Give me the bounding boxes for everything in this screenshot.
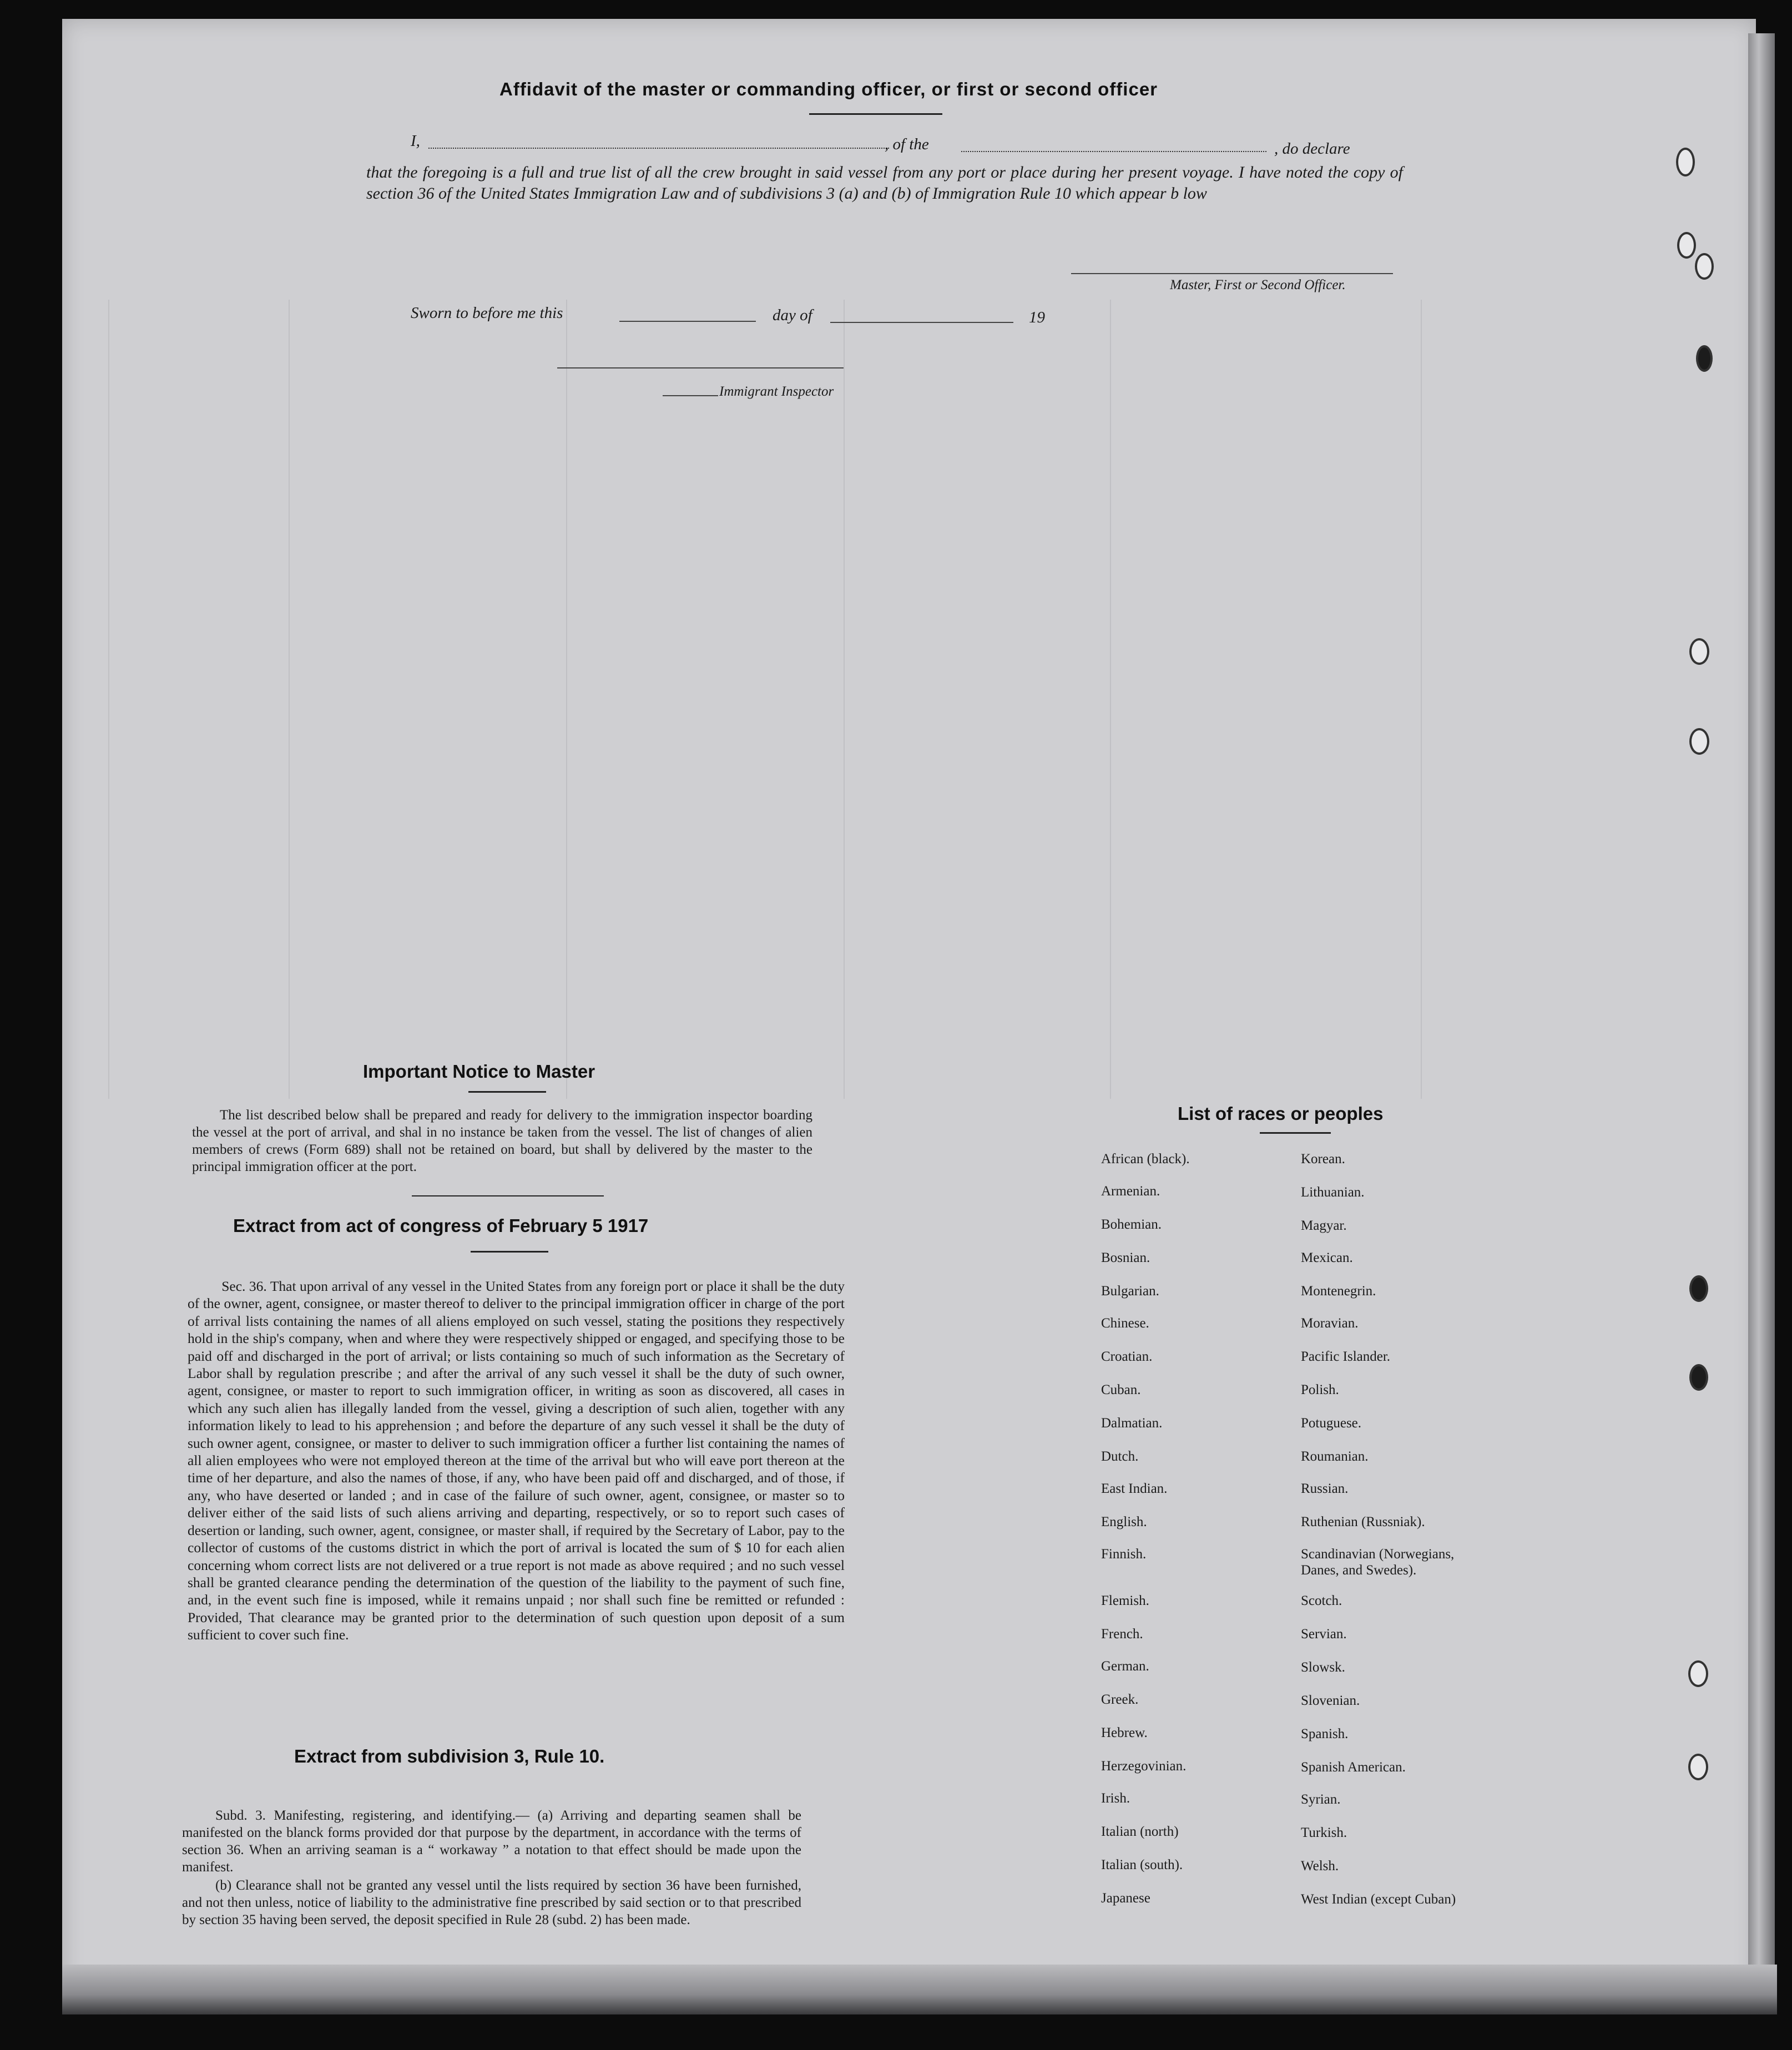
race-item-right: Scotch. — [1301, 1593, 1342, 1608]
binder-hole — [1696, 345, 1713, 372]
page-edge-right — [1748, 33, 1775, 2009]
race-item-left: African (black). — [1101, 1152, 1190, 1167]
race-item-right: Servian. — [1301, 1627, 1347, 1642]
binder-hole — [1689, 1364, 1708, 1391]
race-item-left: Dalmatian. — [1101, 1416, 1163, 1431]
race-item-right: Scandinavian (Norwegians, Danes, and Swedes). — [1301, 1547, 1455, 1578]
section-divider — [412, 1195, 604, 1196]
race-item-right: Turkish. — [1301, 1825, 1347, 1840]
bleed-through-column — [108, 300, 109, 1099]
race-item-right: Slowsk. — [1301, 1660, 1345, 1675]
affidavit-declare-label: , do declare — [1274, 140, 1350, 158]
race-item-right: Mexican. — [1301, 1250, 1353, 1265]
race-item-right: Roumanian. — [1301, 1449, 1369, 1464]
race-item-left: Greek. — [1101, 1692, 1139, 1707]
race-item-left: Dutch. — [1101, 1449, 1139, 1464]
officer-signature-label: Master, First or Second Officer. — [1170, 277, 1346, 292]
binder-hole — [1677, 232, 1696, 259]
race-item-left: Italian (north) — [1101, 1824, 1179, 1839]
vessel-name-field[interactable] — [961, 151, 1266, 152]
race-item-right: Moravian. — [1301, 1316, 1359, 1331]
extract-rule-para-b: (b) Clearance shall not be granted any vessel until the lists required by section 36 have been furnished, and not then unless, notice of liability to the administrative fine prescribed by said section or to that prescribed by section 35 having been served, the deposit specified in Rule 28 (subd. 2) has been made. — [182, 1878, 801, 1927]
extract-rule-para-a: Subd. 3. Manifesting, registering, and identifying.— (a) Arriving and departing seamen shall be manifested on the blanck forms provided dor that purpose by the department, in accordance with the terms of section 36. When an arriving seaman is a “ workaway ” a notation to that effect should be made upon the manifest. — [182, 1808, 801, 1875]
extract-act-title-rule — [471, 1251, 548, 1253]
inspector-label: Immigrant Inspector — [719, 384, 834, 399]
extract-act-body: Sec. 36. That upon arrival of any vessel in the United States from any foreign port or place it shall be the duty of the owner, agent, consignee, or master thereof to deliver to the principal immigration officer in charge of the port of arrival lists containing the names of all aliens employed on such vessel, stating the positions they respectively hold in the ship's company, when and where they were respectively shipped or engaged, and specifying those to be paid off and discharged in the port of arrival; or lists containing so much of such information as the Secretary of Labor shall by regulation prescribe ; and after the arrival of any such vessel it shall be the duty of such owner, agent, consignee, or master to report to such immigration officer, in writing as soon as discovered, all cases in which any such alien has illegally landed from the vessel, giving a description of such alien, together with any information likely to lead to his apprehension ; and before the departure of any such vessel it shall be the duty of such owner agent, consignee, or master to deliver to such immigration officer a further list containing the names of all alien employees who were not employed thereon at the time of the arrival but who will eave port thereon at the time of her departure, and also the names of those, if any, who have been paid off and discharged, and of those, if any, who have deserted or landed ; and in case of the failure of such owner, agent, consignee, or master so to deliver either of the said lists of such aliens arriving and departing, respectively, or so to report such cases of desertion or landing, such owner, agent, consignee, or master shall, if required by the Secretary of Labor, pay to the collector of customs of the customs district in which the port of arrival is located the sum of $ 10 for each alien concerning whom correct lists are not delivered or a true report is not made as above required ; and no such vessel shall be granted clearance pending the determination of the question of the liability to the payment of such fine, and, in the event such fine is imposed, while it remains unpaid ; nor shall such fine be remitted or refunded : Provided, That clearance may be granted prior to the determination of such question upon deposit of a sum sufficient to cover such fine. — [188, 1278, 845, 1643]
race-item-left: Flemish. — [1101, 1593, 1149, 1608]
binder-hole — [1689, 1275, 1708, 1302]
races-title: List of races or peoples — [1178, 1103, 1384, 1124]
race-item-right: Welsh. — [1301, 1859, 1339, 1874]
bleed-through-column — [844, 300, 845, 1099]
race-item-right: Potuguese. — [1301, 1416, 1362, 1431]
race-item-left: Bulgarian. — [1101, 1284, 1159, 1299]
master-name-field[interactable] — [428, 148, 889, 149]
notice-title-rule — [468, 1091, 546, 1093]
binder-hole — [1676, 148, 1695, 176]
race-item-left: Japanese — [1101, 1891, 1150, 1906]
year-prefix: 19 — [1029, 309, 1045, 326]
race-item-right: Lithuanian. — [1301, 1185, 1365, 1200]
extract-act-title: Extract from act of congress of February 5 1917 — [233, 1215, 649, 1236]
race-item-left: Chinese. — [1101, 1316, 1149, 1331]
race-item-left: East Indian. — [1101, 1481, 1168, 1496]
binder-hole — [1688, 1660, 1708, 1687]
affidavit-body: that the foregoing is a full and true list of all the crew brought in said vessel from any port or place during her present voyage. I have noted the copy of section 36 of the United States Immigration Law and of subdivisions 3 (a) and (b) of Immigration Rule 10 which appear b low — [366, 163, 1403, 203]
sworn-month-field[interactable] — [830, 322, 1013, 323]
extract-rule-title: Extract from subdivision 3, Rule 10. — [294, 1746, 605, 1766]
bleed-through-column — [1110, 300, 1111, 1099]
race-item-right: Magyar. — [1301, 1218, 1347, 1233]
race-item-left: French. — [1101, 1627, 1143, 1642]
race-item-left: German. — [1101, 1659, 1149, 1674]
day-of-label: day of — [773, 306, 812, 324]
race-item-right: Polish. — [1301, 1382, 1339, 1397]
affidavit-title-rule — [809, 113, 942, 115]
race-item-left: Hebrew. — [1101, 1725, 1148, 1740]
race-item-left: English. — [1101, 1514, 1147, 1529]
bleed-through-column — [289, 300, 290, 1099]
inspector-signature-line[interactable] — [557, 367, 844, 368]
affidavit-title: Affidavit of the master or commanding officer, or first or second officer — [499, 79, 1158, 99]
page-edge-bottom — [62, 1965, 1777, 2014]
races-title-rule — [1260, 1132, 1331, 1134]
race-item-right: Ruthenian (Russniak). — [1301, 1514, 1425, 1529]
sworn-day-field[interactable] — [619, 321, 756, 322]
bleed-through-column — [566, 300, 567, 1099]
race-item-left: Bohemian. — [1101, 1217, 1162, 1232]
notice-body: The list described below shall be prepared and ready for delivery to the immigration inspector boarding the vessel at the port of arrival, and shal in no instance be taken from the vessel. The list of changes of alien members of crews (Form 689) shall not be retained on board, but shall by delivered by the master to the principal immigration officer at the port. — [192, 1108, 812, 1174]
race-item-left: Finnish. — [1101, 1547, 1147, 1562]
race-item-right: Korean. — [1301, 1152, 1345, 1167]
race-item-right: West Indian (except Cuban) — [1301, 1892, 1456, 1907]
race-item-left: Armenian. — [1101, 1184, 1160, 1199]
race-item-left: Croatian. — [1101, 1349, 1153, 1364]
officer-signature-line[interactable] — [1071, 273, 1393, 274]
binder-hole — [1688, 1754, 1708, 1780]
race-item-left: Herzegovinian. — [1101, 1759, 1187, 1774]
binder-hole — [1689, 638, 1709, 665]
race-item-left: Irish. — [1101, 1791, 1130, 1806]
race-item-left: Cuban. — [1101, 1382, 1141, 1397]
race-item-right: Spanish. — [1301, 1726, 1349, 1741]
race-item-right: Syrian. — [1301, 1792, 1341, 1807]
race-item-right: Russian. — [1301, 1481, 1349, 1496]
affidavit-i-label: I, — [411, 132, 420, 150]
race-item-left: Italian (south). — [1101, 1857, 1183, 1872]
race-item-right: Slovenian. — [1301, 1693, 1360, 1708]
race-item-right: Pacific Islander. — [1301, 1349, 1391, 1364]
race-item-right: Montenegrin. — [1301, 1284, 1376, 1299]
sworn-label: Sworn to before me this — [411, 304, 563, 322]
bleed-through-column — [1421, 300, 1422, 1099]
bleed-through-heading — [289, 100, 1554, 137]
inspector-rule-short — [663, 395, 718, 396]
race-item-right: Spanish American. — [1301, 1760, 1406, 1775]
binder-hole — [1689, 728, 1709, 755]
document-sheet — [62, 19, 1756, 2007]
affidavit-of-label: , of the — [885, 135, 929, 153]
race-item-left: Bosnian. — [1101, 1250, 1150, 1265]
notice-title: Important Notice to Master — [363, 1061, 595, 1082]
binder-hole — [1695, 253, 1714, 280]
